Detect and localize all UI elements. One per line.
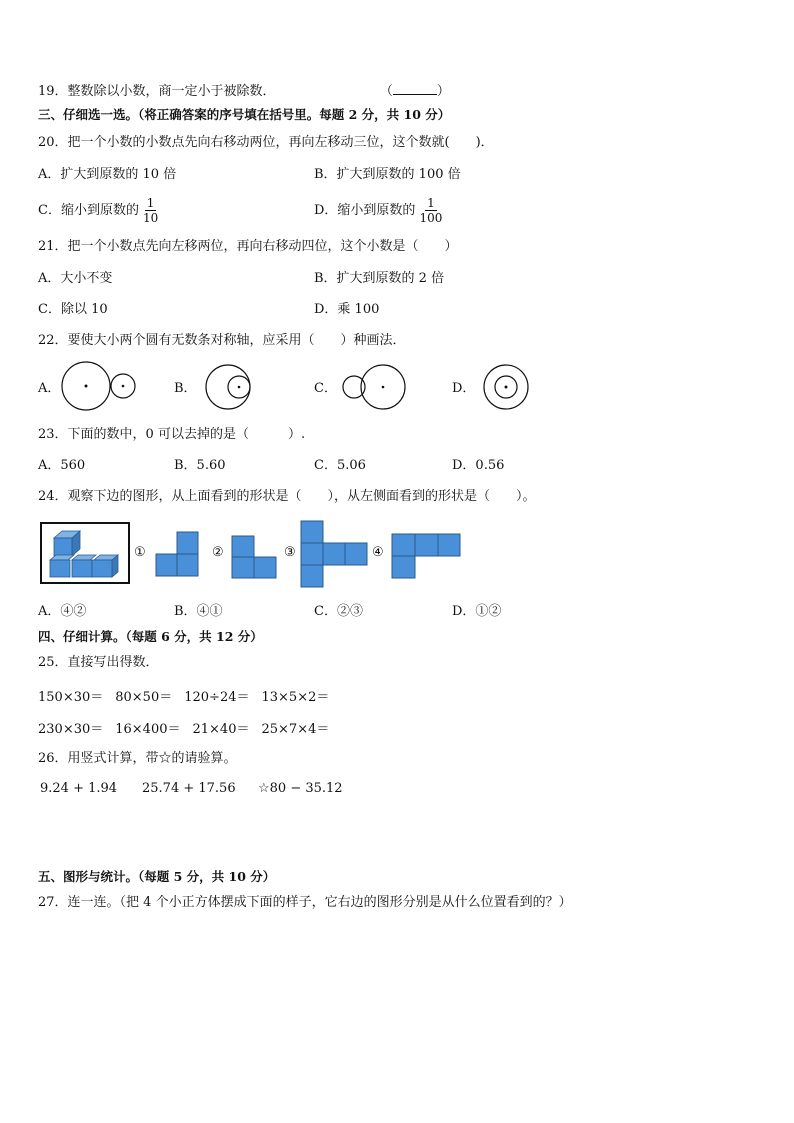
q20-option-d[interactable] xyxy=(314,196,444,225)
question-20-text: 20．把一个小数的小数点先向右移动两位，再向左移动三位，这个数就( )． xyxy=(38,135,494,150)
question-23-text: 23．下面的数中，0 可以去掉的是（ ）. xyxy=(38,427,306,442)
q24-option-d[interactable]: D．①② xyxy=(452,604,502,619)
q26-item-1: 9.24 + 1.94 xyxy=(40,781,118,796)
fraction-numerator: 1 xyxy=(146,196,155,210)
q25-item: 120÷24＝ xyxy=(184,690,250,705)
q22-option-c[interactable]: C． xyxy=(314,381,337,396)
q24-option-a[interactable]: A．④② xyxy=(38,604,87,619)
view-shape-3 xyxy=(299,520,371,588)
q22-option-a[interactable]: A． xyxy=(38,381,61,396)
answer-paren-close: ） xyxy=(436,84,450,99)
q26-item-3: ☆80 − 35.12 xyxy=(258,781,343,796)
view-shape-1 xyxy=(154,530,200,578)
q25-row-2 xyxy=(38,718,341,737)
q20-option-c[interactable] xyxy=(38,196,160,225)
q23-option-d[interactable]: D．0.56 xyxy=(452,458,505,473)
fraction-numerator: 1 xyxy=(427,196,435,210)
q20-option-a[interactable]: A．扩大到原数的 10 倍 xyxy=(38,167,177,182)
q20-option-c-label: C．缩小到原数的 xyxy=(38,203,139,218)
question-25-text: 25．直接写出得数． xyxy=(38,655,159,670)
view-shape-4 xyxy=(390,532,462,580)
shape-label-2: ② xyxy=(212,545,224,560)
q22-figure-d xyxy=(480,362,532,412)
question-24-text: 24．观察下边的图形，从上面看到的形状是（ ），从左侧面看到的形状是（ ）。 xyxy=(38,489,536,504)
question-19-text: 19．整数除以小数，商一定小于被除数． xyxy=(38,84,276,99)
q25-item: 16×400＝ xyxy=(115,722,181,737)
answer-paren-open: （ xyxy=(379,84,393,99)
question-22-text: 22．要使大小两个圆有无数条对称轴，应采用（ ）种画法． xyxy=(38,333,406,348)
question-26-text: 26．用竖式计算，带☆的请验算。 xyxy=(38,751,237,766)
q22-figure-c xyxy=(340,362,412,412)
q25-item: 13×5×2＝ xyxy=(261,690,330,705)
question-21-text: 21．把一个小数点先向左移两位，再向右移动四位，这个小数是（ ） xyxy=(38,239,458,254)
q22-figure-b xyxy=(204,362,256,412)
question-27-text: 27．连一连。（把 4 个小正方体摆成下面的样子，它右边的图形分别是从什么位置看到的？） xyxy=(38,895,572,910)
q23-option-a[interactable]: A．560 xyxy=(38,458,86,473)
q22-option-b[interactable]: B． xyxy=(174,381,197,396)
q25-row-1 xyxy=(38,686,341,705)
q22-figure-a xyxy=(60,360,140,414)
fraction-denominator: 10 xyxy=(142,211,159,225)
q25-item: 80×50＝ xyxy=(115,690,173,705)
q25-item: 230×30＝ xyxy=(38,722,104,737)
q25-item: 25×7×4＝ xyxy=(261,722,330,737)
view-shape-2 xyxy=(230,534,278,580)
q20-option-b[interactable]: B．扩大到原数的 100 倍 xyxy=(314,167,461,182)
section-3-title: 三、仔细选一选。（将正确答案的序号填在括号里。每题 2 分，共 10 分） xyxy=(38,107,451,122)
q21-option-a[interactable]: A．大小不变 xyxy=(38,271,113,286)
section-5-title: 五、图形与统计。（每题 5 分，共 10 分） xyxy=(38,869,276,884)
q24-option-b[interactable]: B．④① xyxy=(174,604,223,619)
question-19 xyxy=(38,82,450,101)
q23-option-c[interactable]: C．5.06 xyxy=(314,458,366,473)
q23-option-b[interactable]: B．5.60 xyxy=(174,458,226,473)
fraction-one-tenth xyxy=(141,196,160,225)
cube-stack-figure xyxy=(40,522,130,584)
fraction-one-hundredth xyxy=(417,196,444,225)
q25-item: 21×40＝ xyxy=(192,722,250,737)
q24-option-c[interactable]: C．②③ xyxy=(314,604,363,619)
shape-label-3: ③ xyxy=(284,545,296,560)
fraction-denominator: 100 xyxy=(419,211,443,225)
q25-item: 150×30＝ xyxy=(38,690,104,705)
q26-item-2: 25.74 + 17.56 xyxy=(142,781,236,796)
q21-option-b[interactable]: B．扩大到原数的 2 倍 xyxy=(314,271,445,286)
q22-option-d[interactable]: D． xyxy=(452,381,476,396)
shape-label-4: ④ xyxy=(372,545,384,560)
shape-label-1: ① xyxy=(134,545,146,560)
section-4-title: 四、仔细计算。（每题 6 分，共 12 分） xyxy=(38,629,263,644)
answer-blank[interactable] xyxy=(393,82,437,95)
q21-option-c[interactable]: C．除以 10 xyxy=(38,302,108,317)
q20-option-d-label: D．缩小到原数的 xyxy=(314,203,416,218)
q21-option-d[interactable]: D．乘 100 xyxy=(314,302,380,317)
